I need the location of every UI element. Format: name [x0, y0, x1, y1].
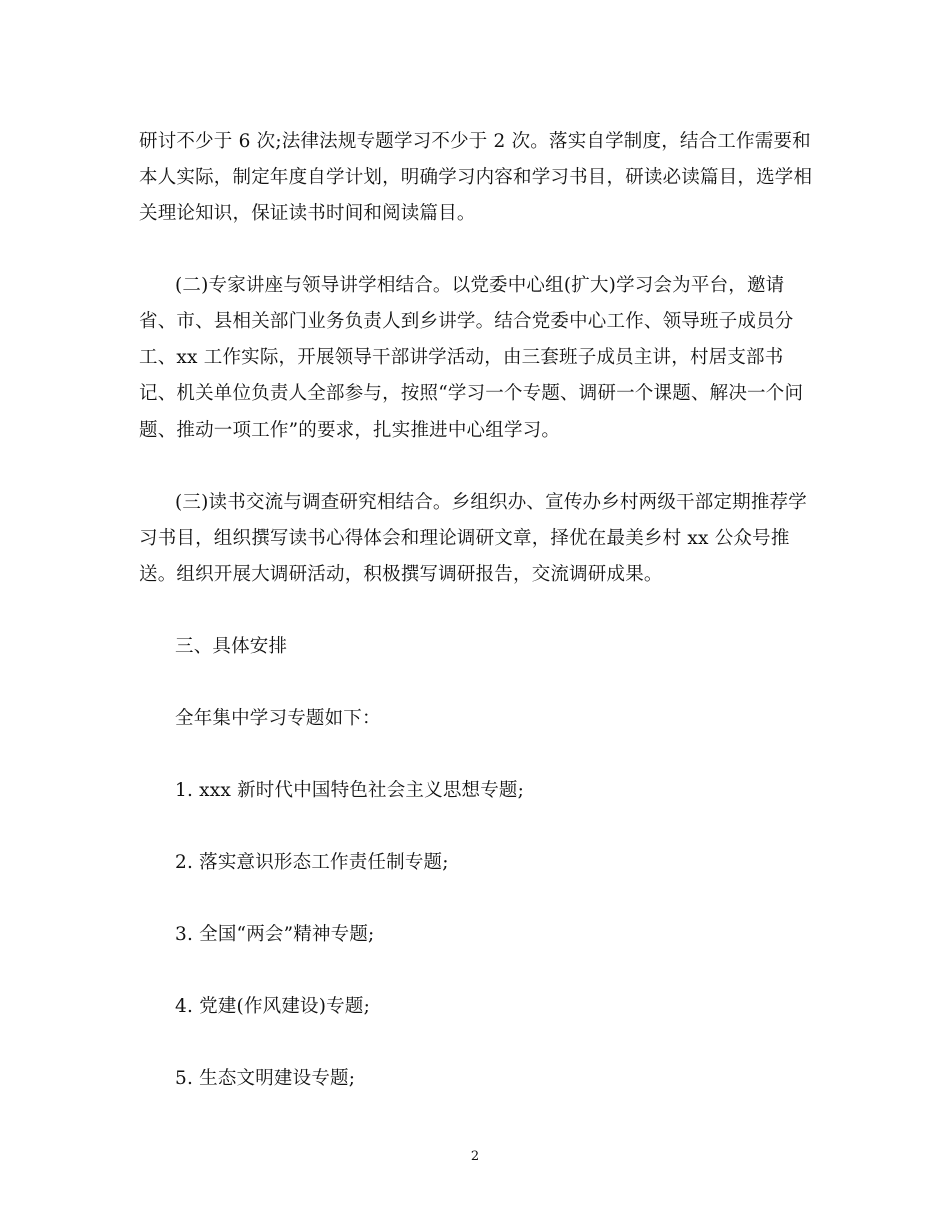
topic-item-1: 1. xxx 新时代中国特色社会主义思想专题; [175, 780, 525, 801]
paragraph-1-line-1: 研讨不少于 6 次;法律法规专题学习不少于 2 次。落实自学制度，结合工作需要和 [139, 131, 811, 152]
paragraph-3-line-1: (三)读书交流与调查研究相结合。乡组织办、宣传办乡村两级干部定期推荐学 [175, 492, 807, 513]
section-heading: 三、具体安排 [175, 636, 288, 657]
paragraph-2-line-1: (二)专家讲座与领导讲学相结合。以党委中心组(扩大)学习会为平台，邀请 [175, 275, 785, 296]
topic-item-2: 2. 落实意识形态工作责任制专题; [175, 852, 449, 873]
topic-item-5: 5. 生态文明建设专题; [175, 1068, 356, 1089]
page-number: 2 [470, 1149, 480, 1164]
topic-item-4: 4. 党建(作风建设)专题; [175, 996, 371, 1017]
paragraph-2-line-5: 题、推动一项工作”的要求，扎实推进中心组学习。 [139, 420, 561, 441]
paragraph-2-line-3: 工、xx 工作实际，开展领导干部讲学活动，由三套班子成员主讲，村居支部书 [139, 347, 784, 368]
paragraph-1-line-2: 本人实际，制定年度自学计划，明确学习内容和学习书目，研读必读篇目，选学相 [139, 167, 813, 188]
paragraph-2-line-2: 省、市、县相关部门业务负责人到乡讲学。结合党委中心工作、领导班子成员分 [139, 311, 794, 332]
paragraph-3-line-2: 习书目，组织撰写读书心得体会和理论调研文章，择优在最美乡村 xx 公众号推 [139, 528, 790, 549]
paragraph-1-line-3: 关理论知识，保证读书时间和阅读篇目。 [139, 203, 476, 224]
paragraph-2-line-4: 记、机关单位负责人全部参与，按照“学习一个专题、调研一个课题、解决一个问 [139, 383, 804, 404]
list-intro: 全年集中学习专题如下： [175, 708, 381, 729]
paragraph-3-line-3: 送。组织开展大调研活动，积极撰写调研报告，交流调研成果。 [139, 564, 663, 585]
topic-item-3: 3. 全国“两会”精神专题; [175, 924, 375, 945]
